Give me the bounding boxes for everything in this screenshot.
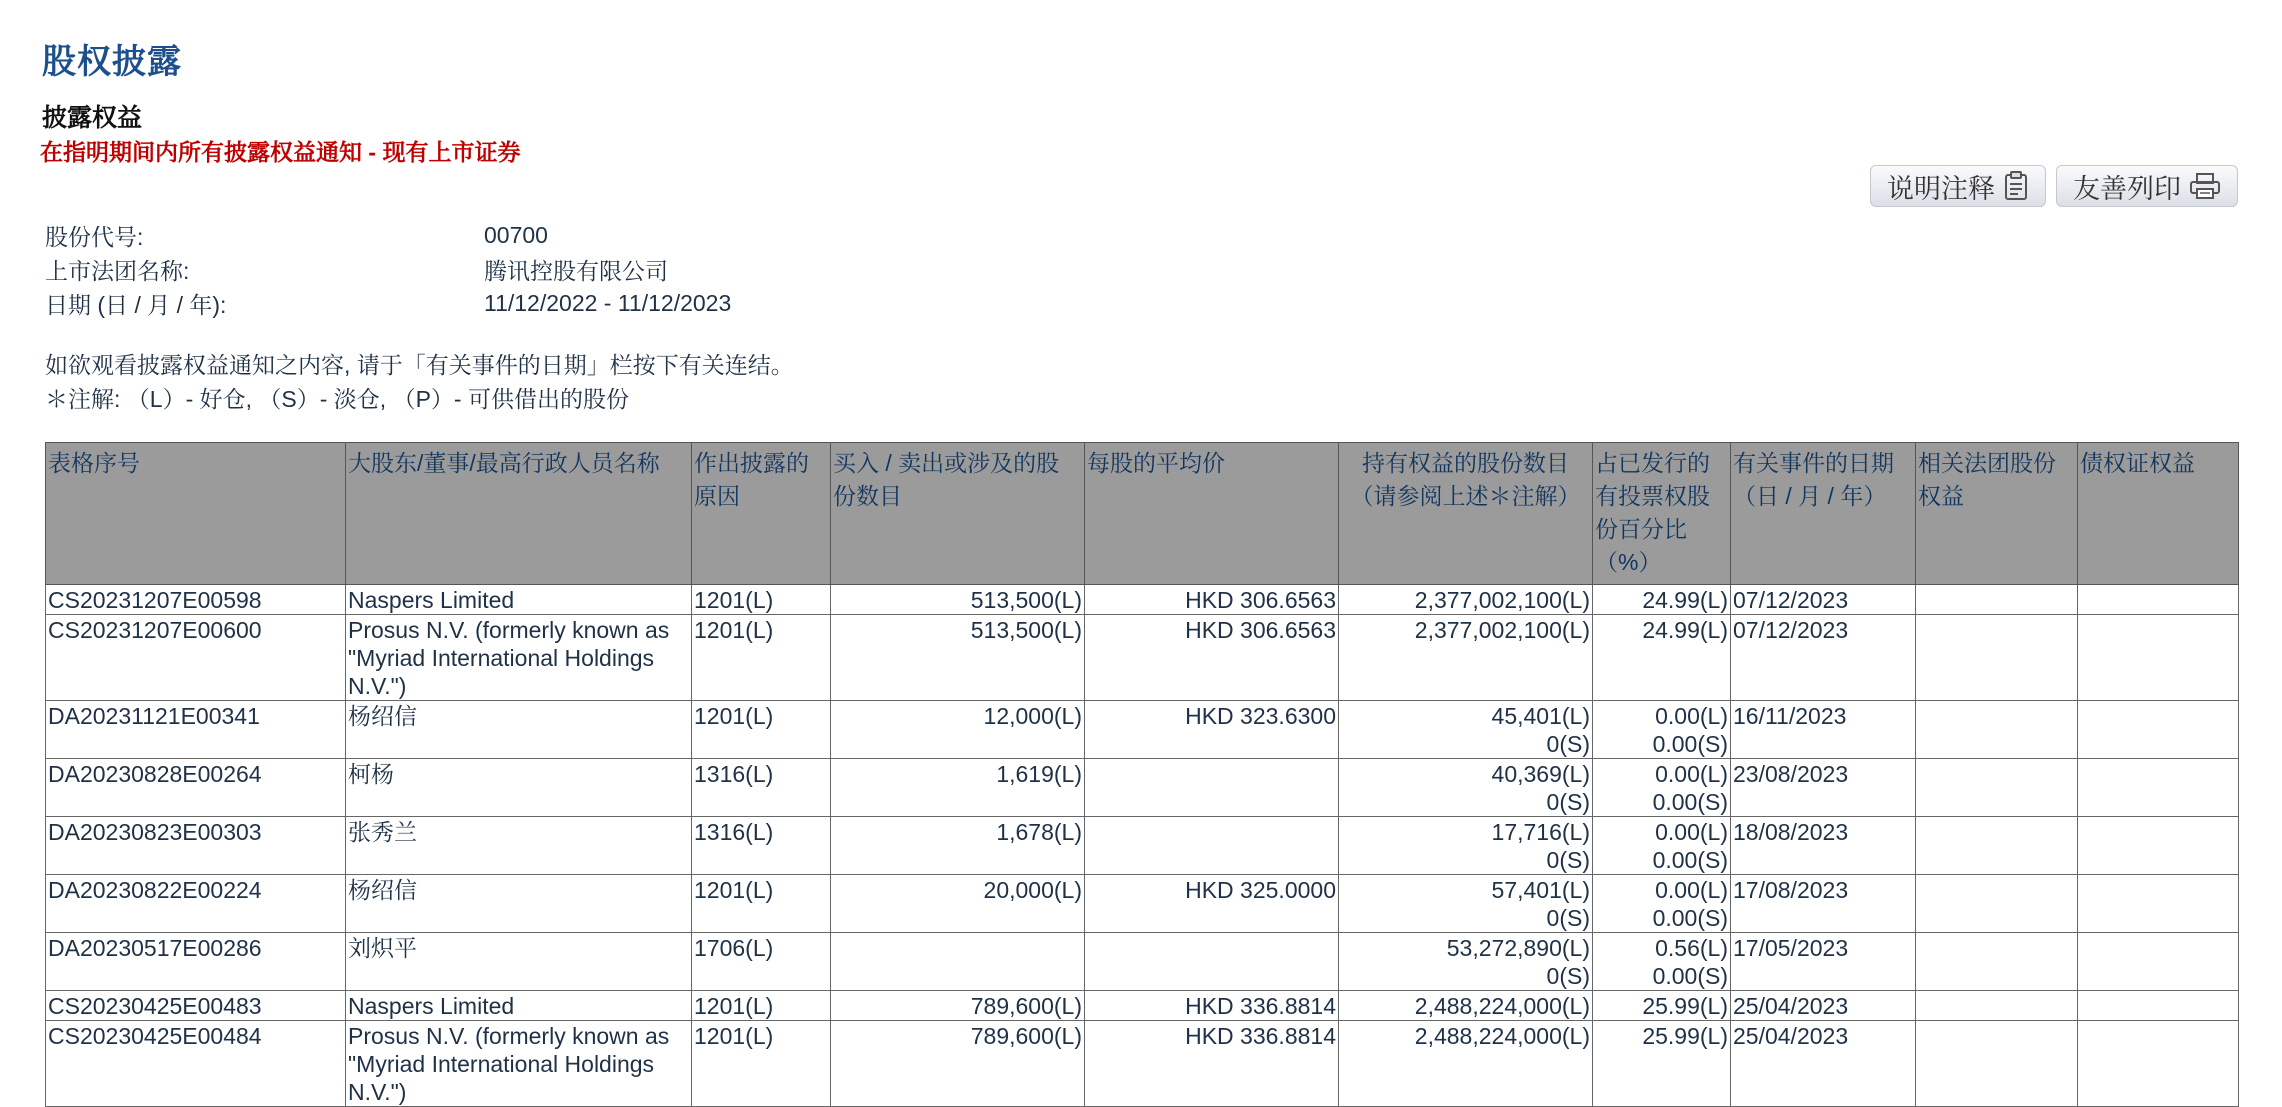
- form-number: CS20230425E00484: [46, 1021, 346, 1107]
- associated-corp-cell: [1916, 585, 2078, 615]
- average-price: HKD 325.0000: [1085, 875, 1339, 933]
- average-price: HKD 323.6300: [1085, 701, 1339, 759]
- holder-name: 张秀兰: [346, 817, 692, 875]
- percentage-short: 0.00(S): [1652, 847, 1728, 873]
- shares-involved: 1,678(L): [831, 817, 1085, 875]
- associated-corp-cell: [1916, 1021, 2078, 1107]
- percentage: [1593, 817, 1731, 875]
- disclosure-reason: 1706(L): [692, 933, 831, 991]
- table-row: [46, 615, 2239, 701]
- holder-name: Naspers Limited: [346, 585, 692, 615]
- associated-corp-cell: [1916, 875, 2078, 933]
- table-row: [46, 991, 2239, 1021]
- shares-held-long: 40,369(L): [1491, 761, 1590, 787]
- debenture-cell: [2078, 759, 2239, 817]
- notes-button-label: 说明注释: [1887, 173, 1995, 204]
- shares-held-long: 2,488,224,000(L): [1414, 993, 1590, 1019]
- debenture-cell: [2078, 585, 2239, 615]
- percentage-long: 0.00(L): [1655, 761, 1728, 787]
- shares-held-long: 2,377,002,100(L): [1414, 587, 1590, 613]
- stock-info: [45, 218, 731, 320]
- percentage-long: 0.56(L): [1655, 935, 1728, 961]
- stock-code-value: 00700: [484, 221, 548, 248]
- disclosure-reason: 1316(L): [692, 759, 831, 817]
- form-number: CS20231207E00600: [46, 615, 346, 701]
- percentage-long: 24.99(L): [1642, 587, 1728, 613]
- shares-held: [1339, 701, 1593, 759]
- percentage: [1593, 615, 1731, 701]
- percentage: [1593, 759, 1731, 817]
- table-row: [46, 585, 2239, 615]
- shares-involved: 12,000(L): [831, 701, 1085, 759]
- shares-held-short: 0(S): [1546, 731, 1590, 757]
- shares-held: [1339, 585, 1593, 615]
- shares-held: [1339, 759, 1593, 817]
- date-value: 11/12/2022 - 11/12/2023: [484, 289, 732, 316]
- print-button[interactable]: [2056, 165, 2238, 207]
- shares-involved: 1,619(L): [831, 759, 1085, 817]
- percentage-long: 24.99(L): [1642, 617, 1728, 643]
- form-number: DA20230822E00224: [46, 875, 346, 933]
- date-label: 日期 (日 / 月 / 年):: [45, 291, 227, 318]
- debenture-cell: [2078, 991, 2239, 1021]
- form-number: DA20231121E00341: [46, 701, 346, 759]
- form-number: DA20230823E00303: [46, 817, 346, 875]
- holder-name: Naspers Limited: [346, 991, 692, 1021]
- table-row: [46, 701, 2239, 759]
- shares-held-long: 2,488,224,000(L): [1414, 1023, 1590, 1049]
- company-label: 上市法团名称:: [45, 257, 190, 284]
- percentage: [1593, 933, 1731, 991]
- average-price: [1085, 759, 1339, 817]
- form-number: CS20230425E00483: [46, 991, 346, 1021]
- debenture-cell: [2078, 701, 2239, 759]
- table-row: [46, 817, 2239, 875]
- average-price: HKD 306.6563: [1085, 615, 1339, 701]
- event-date-link[interactable]: 07/12/2023: [1731, 615, 1916, 701]
- debenture-cell: [2078, 1021, 2239, 1107]
- stock-code-label: 股份代号:: [45, 223, 144, 250]
- associated-corp-cell: [1916, 759, 2078, 817]
- header-event-date: 有关事件的日期（日 / 月 / 年）: [1731, 443, 1916, 585]
- table-header-row: [46, 443, 2239, 585]
- shares-involved: 20,000(L): [831, 875, 1085, 933]
- holder-name: 刘炽平: [346, 933, 692, 991]
- print-button-label: 友善列印: [2073, 173, 2181, 204]
- header-debenture: 债权证权益: [2078, 443, 2239, 585]
- associated-corp-cell: [1916, 817, 2078, 875]
- table-row: [46, 875, 2239, 933]
- percentage: [1593, 585, 1731, 615]
- date-row: [45, 286, 731, 320]
- shares-held-short: 0(S): [1546, 905, 1590, 931]
- event-date-link[interactable]: 17/08/2023: [1731, 875, 1916, 933]
- section-subtitle: 在指明期间内所有披露权益通知 - 现有上市证券: [40, 139, 521, 165]
- company-row: [45, 252, 731, 286]
- event-date-link[interactable]: 25/04/2023: [1731, 991, 1916, 1021]
- percentage-short: 0.00(S): [1652, 731, 1728, 757]
- company-value: 腾讯控股有限公司: [484, 257, 668, 284]
- instructions: [45, 348, 794, 416]
- shares-held-long: 45,401(L): [1491, 703, 1590, 729]
- clipboard-icon: [2003, 171, 2029, 201]
- percentage-long: 25.99(L): [1642, 993, 1728, 1019]
- shares-held-short: 0(S): [1546, 847, 1590, 873]
- shares-held-short: 0(S): [1546, 963, 1590, 989]
- disclosure-reason: 1201(L): [692, 701, 831, 759]
- percentage-long: 0.00(L): [1655, 819, 1728, 845]
- shares-held: [1339, 1021, 1593, 1107]
- percentage-long: 0.00(L): [1655, 877, 1728, 903]
- header-avg-price: 每股的平均价: [1085, 443, 1339, 585]
- table-row: [46, 759, 2239, 817]
- event-date-link[interactable]: 07/12/2023: [1731, 585, 1916, 615]
- percentage-short: 0.00(S): [1652, 905, 1728, 931]
- disclosure-table: [45, 442, 2239, 1107]
- debenture-cell: [2078, 817, 2239, 875]
- associated-corp-cell: [1916, 933, 2078, 991]
- header-shares-held: 持有权益的股份数目（请参阅上述＊注解）: [1339, 443, 1593, 585]
- shares-involved: 513,500(L): [831, 585, 1085, 615]
- percentage-long: 25.99(L): [1642, 1023, 1728, 1049]
- associated-corp-cell: [1916, 615, 2078, 701]
- percentage-short: 0.00(S): [1652, 963, 1728, 989]
- disclosure-reason: 1201(L): [692, 991, 831, 1021]
- notes-button[interactable]: [1870, 165, 2046, 207]
- shares-involved: 789,600(L): [831, 1021, 1085, 1107]
- average-price: HKD 306.6563: [1085, 585, 1339, 615]
- disclosure-reason: 1201(L): [692, 875, 831, 933]
- page-title: 股权披露: [42, 42, 182, 82]
- form-number: DA20230828E00264: [46, 759, 346, 817]
- disclosure-reason: 1201(L): [692, 615, 831, 701]
- toolbar: [1870, 165, 2238, 207]
- percentage: [1593, 701, 1731, 759]
- printer-icon: [2189, 172, 2221, 200]
- shares-held-long: 53,272,890(L): [1446, 935, 1590, 961]
- shares-held-short: 0(S): [1546, 789, 1590, 815]
- event-date-link[interactable]: 25/04/2023: [1731, 1021, 1916, 1107]
- header-holder: 大股东/董事/最高行政人员名称: [346, 443, 692, 585]
- percentage-long: 0.00(L): [1655, 703, 1728, 729]
- event-date-link[interactable]: 23/08/2023: [1731, 759, 1916, 817]
- header-form-no: 表格序号: [46, 443, 346, 585]
- instruction-line: 如欲观看披露权益通知之内容, 请于「有关事件的日期」栏按下有关连结。: [45, 352, 794, 378]
- debenture-cell: [2078, 615, 2239, 701]
- disclosure-reason: 1201(L): [692, 585, 831, 615]
- shares-held-long: 2,377,002,100(L): [1414, 617, 1590, 643]
- shares-held: [1339, 817, 1593, 875]
- holder-name: 杨绍信: [346, 875, 692, 933]
- shares-involved: 789,600(L): [831, 991, 1085, 1021]
- shares-held: [1339, 933, 1593, 991]
- average-price: [1085, 933, 1339, 991]
- form-number: CS20231207E00598: [46, 585, 346, 615]
- shares-held: [1339, 615, 1593, 701]
- disclosure-reason: 1201(L): [692, 1021, 831, 1107]
- holder-name: 柯杨: [346, 759, 692, 817]
- associated-corp-cell: [1916, 991, 2078, 1021]
- event-date-link[interactable]: 18/08/2023: [1731, 817, 1916, 875]
- holder-name: Prosus N.V. (formerly known as "Myriad International Holdings N.V."): [346, 1021, 692, 1107]
- debenture-cell: [2078, 875, 2239, 933]
- form-number: DA20230517E00286: [46, 933, 346, 991]
- holder-name: 杨绍信: [346, 701, 692, 759]
- average-price: HKD 336.8814: [1085, 1021, 1339, 1107]
- shares-held: [1339, 991, 1593, 1021]
- holder-name: Prosus N.V. (formerly known as "Myriad International Holdings N.V."): [346, 615, 692, 701]
- shares-involved: 513,500(L): [831, 615, 1085, 701]
- event-date-link[interactable]: 17/05/2023: [1731, 933, 1916, 991]
- header-shares-involved: 买入 / 卖出或涉及的股份数目: [831, 443, 1085, 585]
- average-price: HKD 336.8814: [1085, 991, 1339, 1021]
- shares-involved: [831, 933, 1085, 991]
- event-date-link[interactable]: 16/11/2023: [1731, 701, 1916, 759]
- percentage-short: 0.00(S): [1652, 789, 1728, 815]
- header-reason: 作出披露的原因: [692, 443, 831, 585]
- section-title: 披露权益: [42, 103, 143, 132]
- table-row: [46, 1021, 2239, 1107]
- percentage: [1593, 991, 1731, 1021]
- shares-held-long: 17,716(L): [1491, 819, 1590, 845]
- percentage: [1593, 875, 1731, 933]
- legend-note: ＊注解: （L）- 好仓, （S）- 淡仓, （P）- 可供借出的股份: [45, 386, 629, 412]
- disclosure-reason: 1316(L): [692, 817, 831, 875]
- percentage: [1593, 1021, 1731, 1107]
- average-price: [1085, 817, 1339, 875]
- debenture-cell: [2078, 933, 2239, 991]
- stock-code-row: [45, 218, 731, 252]
- header-associated-corp: 相关法团股份权益: [1916, 443, 2078, 585]
- header-percentage: 占已发行的有投票权股份百分比（%）: [1593, 443, 1731, 585]
- associated-corp-cell: [1916, 701, 2078, 759]
- shares-held: [1339, 875, 1593, 933]
- shares-held-long: 57,401(L): [1491, 877, 1590, 903]
- table-row: [46, 933, 2239, 991]
